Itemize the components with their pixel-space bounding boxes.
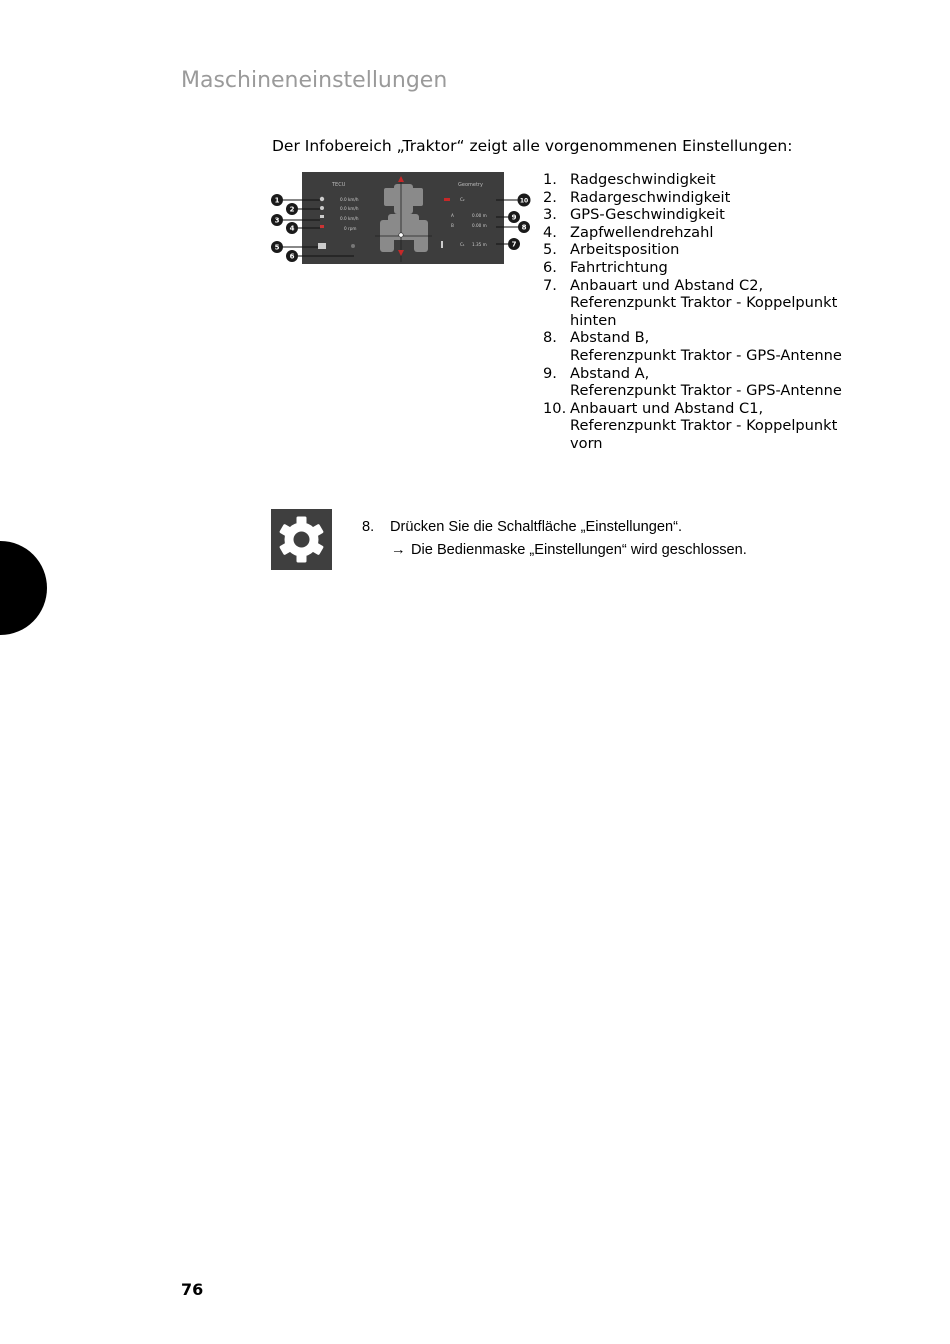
callout-label-2: 2 bbox=[289, 205, 295, 214]
legend-text: Fahrtrichtung bbox=[570, 258, 668, 276]
geo-label-a: A bbox=[451, 213, 454, 218]
legend-list bbox=[543, 171, 873, 453]
front-hitch-icon bbox=[444, 198, 450, 201]
legend-item bbox=[543, 241, 873, 259]
legend-number: 2. bbox=[543, 188, 557, 206]
wheel-speed-icon bbox=[320, 197, 324, 201]
callout-label-3: 3 bbox=[274, 216, 280, 225]
legend-number: 8. bbox=[543, 329, 557, 347]
geo-label-c2: C₂ bbox=[460, 197, 465, 202]
pto-icon bbox=[320, 225, 324, 228]
readout-radar-speed: 0.0 km/h bbox=[340, 206, 359, 211]
reference-point bbox=[399, 233, 403, 237]
callout-label-6: 6 bbox=[289, 252, 295, 261]
legend-number: 6. bbox=[543, 258, 557, 276]
gps-icon bbox=[320, 215, 324, 218]
legend-number: 10. bbox=[543, 399, 567, 417]
legend-text: Referenzpunkt Traktor - Koppelpunkt bbox=[570, 417, 838, 435]
instruction-step bbox=[362, 519, 682, 535]
settings-button[interactable] bbox=[271, 509, 332, 570]
legend-text: Radargeschwindigkeit bbox=[570, 188, 731, 206]
callout-label-7: 7 bbox=[511, 240, 517, 249]
geo-label-b: B bbox=[451, 223, 454, 228]
legend-text: Arbeitsposition bbox=[570, 241, 680, 259]
legend-text: Abstand B, bbox=[570, 329, 650, 347]
geo-value-a: 0.00 m bbox=[472, 213, 487, 218]
legend-number: 4. bbox=[543, 223, 557, 241]
intro-text: Der Infobereich „Traktor“ zeigt alle vorgenommenen Einstellungen: bbox=[272, 137, 793, 155]
readout-pto: 0 rpm bbox=[344, 226, 357, 231]
chapter-tab-marker bbox=[0, 541, 47, 635]
legend-text: Referenzpunkt Traktor - GPS-Antenne bbox=[570, 346, 842, 364]
legend-number: 9. bbox=[543, 364, 557, 382]
arrow-right-icon: → bbox=[391, 542, 406, 558]
step-number: 8. bbox=[362, 519, 375, 535]
readout-wheel-speed: 0.0 km/h bbox=[340, 197, 359, 202]
page-header: Maschineneinstellungen bbox=[181, 68, 448, 93]
legend-text: vorn bbox=[570, 434, 603, 452]
callout-label-9: 9 bbox=[511, 213, 517, 222]
legend-number: 1. bbox=[543, 171, 557, 188]
callout-label-5: 5 bbox=[274, 243, 280, 252]
legend-item bbox=[543, 224, 873, 242]
work-position-icon bbox=[318, 243, 326, 249]
callout-label-1: 1 bbox=[274, 196, 280, 205]
geo-value-c1: 1.35 m bbox=[472, 242, 487, 247]
legend-item bbox=[543, 365, 873, 400]
legend-number: 3. bbox=[543, 206, 557, 224]
right-panel-title: Geometry bbox=[458, 182, 483, 188]
geo-label-c1: C₁ bbox=[460, 242, 465, 247]
legend-text: GPS-Geschwindigkeit bbox=[570, 206, 725, 224]
legend-item bbox=[543, 206, 873, 224]
tractor-info-screenshot bbox=[270, 170, 540, 270]
legend-item bbox=[543, 189, 873, 207]
direction-icon bbox=[351, 244, 355, 248]
legend-item bbox=[543, 329, 873, 364]
step-text: Drücken Sie die Schaltfläche „Einstellungen“. bbox=[390, 519, 683, 535]
legend-text: Anbauart und Abstand C1, bbox=[570, 399, 764, 417]
radar-icon bbox=[320, 206, 324, 210]
legend-item bbox=[543, 171, 873, 189]
legend-item bbox=[543, 400, 873, 453]
readout-gps-speed: 0.0 km/h bbox=[340, 216, 359, 221]
callout-label-10: 10 bbox=[519, 197, 529, 205]
tractor-info-figure bbox=[270, 170, 540, 270]
step-result bbox=[391, 542, 747, 558]
result-text: Die Bedienmaske „Einstellungen“ wird geschlossen. bbox=[411, 542, 747, 558]
callout-label-4: 4 bbox=[289, 224, 295, 233]
legend-item bbox=[543, 277, 873, 330]
legend-text: hinten bbox=[570, 311, 617, 329]
legend-text: Abstand A, bbox=[570, 364, 650, 382]
legend-text: Radgeschwindigkeit bbox=[570, 171, 716, 188]
hood bbox=[394, 184, 413, 214]
left-panel-title: TECU bbox=[332, 182, 346, 188]
rear-hitch-icon bbox=[441, 241, 443, 248]
geo-value-b: 0.00 m bbox=[472, 223, 487, 228]
legend-text: Anbauart und Abstand C2, bbox=[570, 276, 764, 294]
legend-number: 7. bbox=[543, 276, 557, 294]
legend-text: Referenzpunkt Traktor - GPS-Antenne bbox=[570, 382, 842, 400]
callout-label-8: 8 bbox=[521, 223, 527, 232]
legend-text: Referenzpunkt Traktor - Koppelpunkt bbox=[570, 294, 838, 312]
legend-text: Zapfwellendrehzahl bbox=[570, 223, 714, 241]
legend-number: 5. bbox=[543, 241, 557, 259]
gear-icon bbox=[271, 509, 332, 570]
page-number: 76 bbox=[181, 1280, 204, 1299]
legend-item bbox=[543, 259, 873, 277]
